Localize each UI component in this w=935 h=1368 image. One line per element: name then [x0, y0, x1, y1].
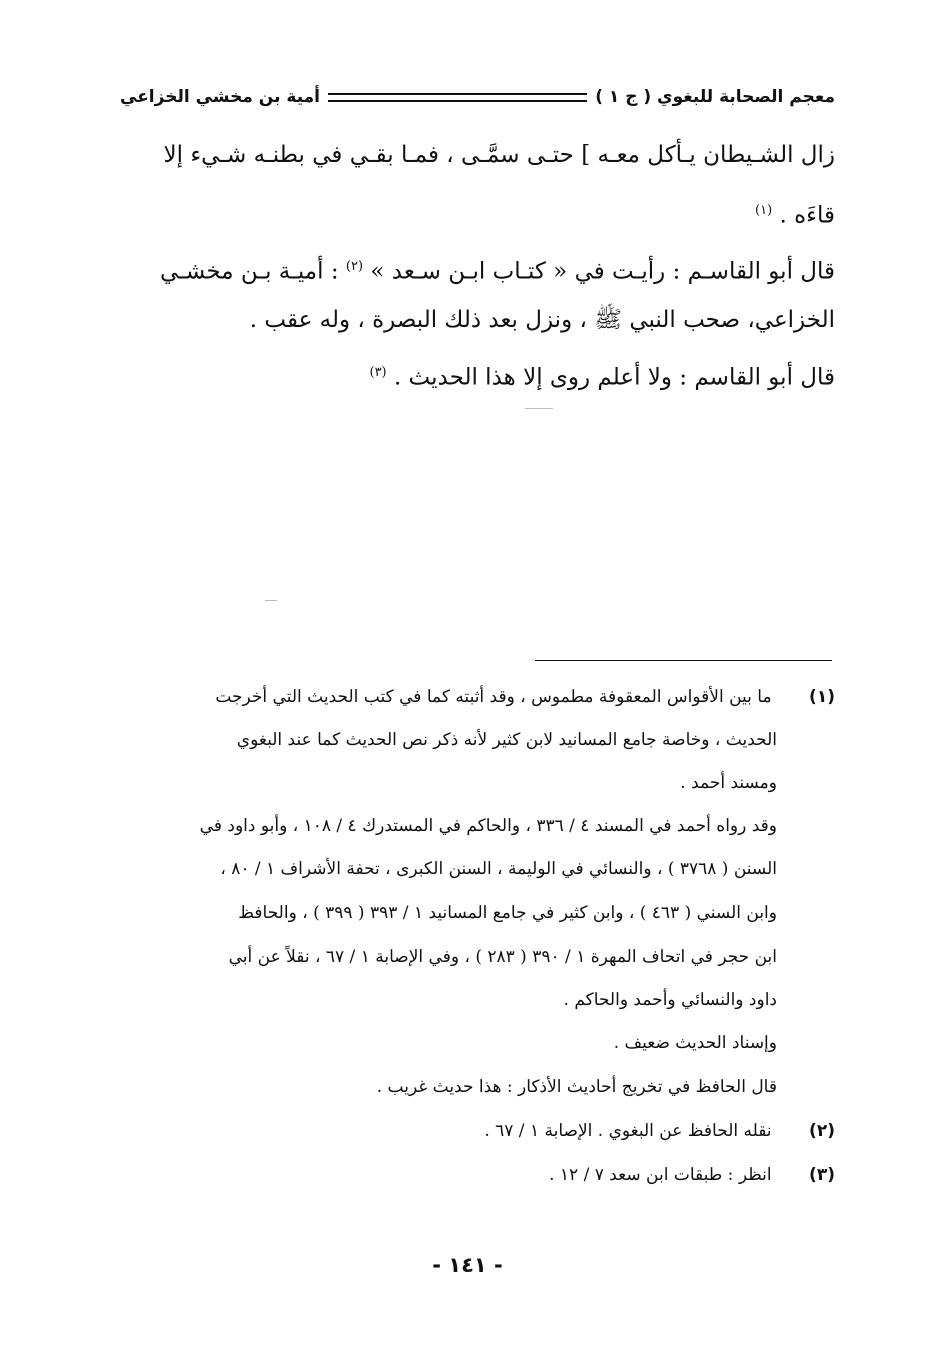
- footnote-1-line-6: وابن السني ( ٤٦٣ ) ، وابن كثير في جامع المسانيد ١ / ٣٩٣ ( ٣٩٩ ) ، والحافظ: [238, 903, 777, 923]
- footnote-ref-1: (١): [755, 203, 773, 218]
- scan-speck: [265, 600, 277, 601]
- body-line-2: قاءَه . $^{(١)}$: [755, 202, 835, 229]
- footnote-3-number: (٣): [809, 1165, 835, 1185]
- page-number: - ١٤١ -: [432, 1253, 503, 1277]
- footnote-1-line-10: قال الحافظ في تخريج أحاديث الأذكار : هذا حديث غريب .: [376, 1077, 777, 1097]
- header-book-title: معجم الصحابة للبغوي ( ج ١ ): [595, 87, 835, 107]
- footnote-1-number: (١): [809, 687, 835, 707]
- footnote-1-line-3: ومسند أحمد .: [680, 773, 777, 793]
- footnote-2-text: نقله الحافظ عن البغوي . الإصابة ١ / ٦٧ .: [484, 1121, 772, 1141]
- body-line-5: قال أبو القاسم : ولا أعلم روى إلا هذا الحديث . $^{(٣)}$: [369, 364, 835, 391]
- footnote-1-line-1: ما بين الأقواس المعقوفة مطموس ، وقد أثبته كما في كتب الحديث التي أخرجت: [215, 687, 772, 707]
- footnote-3: [549, 1162, 835, 1188]
- footnote-1-line-2: الحديث ، وخاصة جامع المسانيد لابن كثير لأنه ذكر نص الحديث كما عند البغوي: [236, 730, 777, 750]
- footnote-1-line-7: ابن حجر في اتحاف المهرة ١ / ٣٩٠ ( ٢٨٣ ) ، وفي الإصابة ١ / ٦٧ ، نقلاً عن أبي: [228, 947, 777, 967]
- body-line-3: قال أبو القاسـم : رأيـت في « كتـاب ابـن سـعد » $^{(٢)}$ : أميـة بـن مخشـي: [159, 258, 835, 285]
- footnote-1-line-9: وإسناد الحديث ضعيف .: [613, 1033, 777, 1053]
- footnote-3-text: انظر : طبقات ابن سعد ٧ / ١٢ .: [549, 1165, 772, 1185]
- body-line-4: الخزاعي، صحب النبي ﷺ ، ونزل بعد ذلك البصرة ، وله عقب .: [249, 307, 835, 333]
- footnote-2-number: (٢): [809, 1121, 835, 1141]
- header-entry-title: أمية بن مخشي الخزاعي: [120, 87, 320, 107]
- footnote-2: [484, 1118, 835, 1144]
- footnote-1-line-4: وقد رواه أحمد في المسند ٤ / ٣٣٦ ، والحاكم في المستدرك ٤ / ١٠٨ ، وأبو داود في: [199, 816, 777, 836]
- footnote-1: [215, 684, 835, 710]
- footnote-ref-2: (٢): [345, 259, 364, 274]
- footnote-ref-3: (٣): [369, 365, 387, 380]
- footnote-1-line-5: السنن ( ٣٧٦٨ ) ، والنسائي في الوليمة ، السنن الكبرى ، تحفة الأشراف ١ / ٨٠ ،: [220, 859, 777, 879]
- footnote-1-line-8: داود والنسائي وأحمد والحاكم .: [563, 990, 777, 1010]
- scan-speck: [525, 408, 553, 409]
- running-header: [120, 82, 835, 112]
- body-line-1: زال الشـيطان يـأكل معـه ] حتـى سمَّـى ، فمـا بقـي في بطنـه شـيء إلا: [163, 142, 835, 168]
- header-rule: [328, 93, 587, 102]
- footnote-separator: [535, 660, 832, 661]
